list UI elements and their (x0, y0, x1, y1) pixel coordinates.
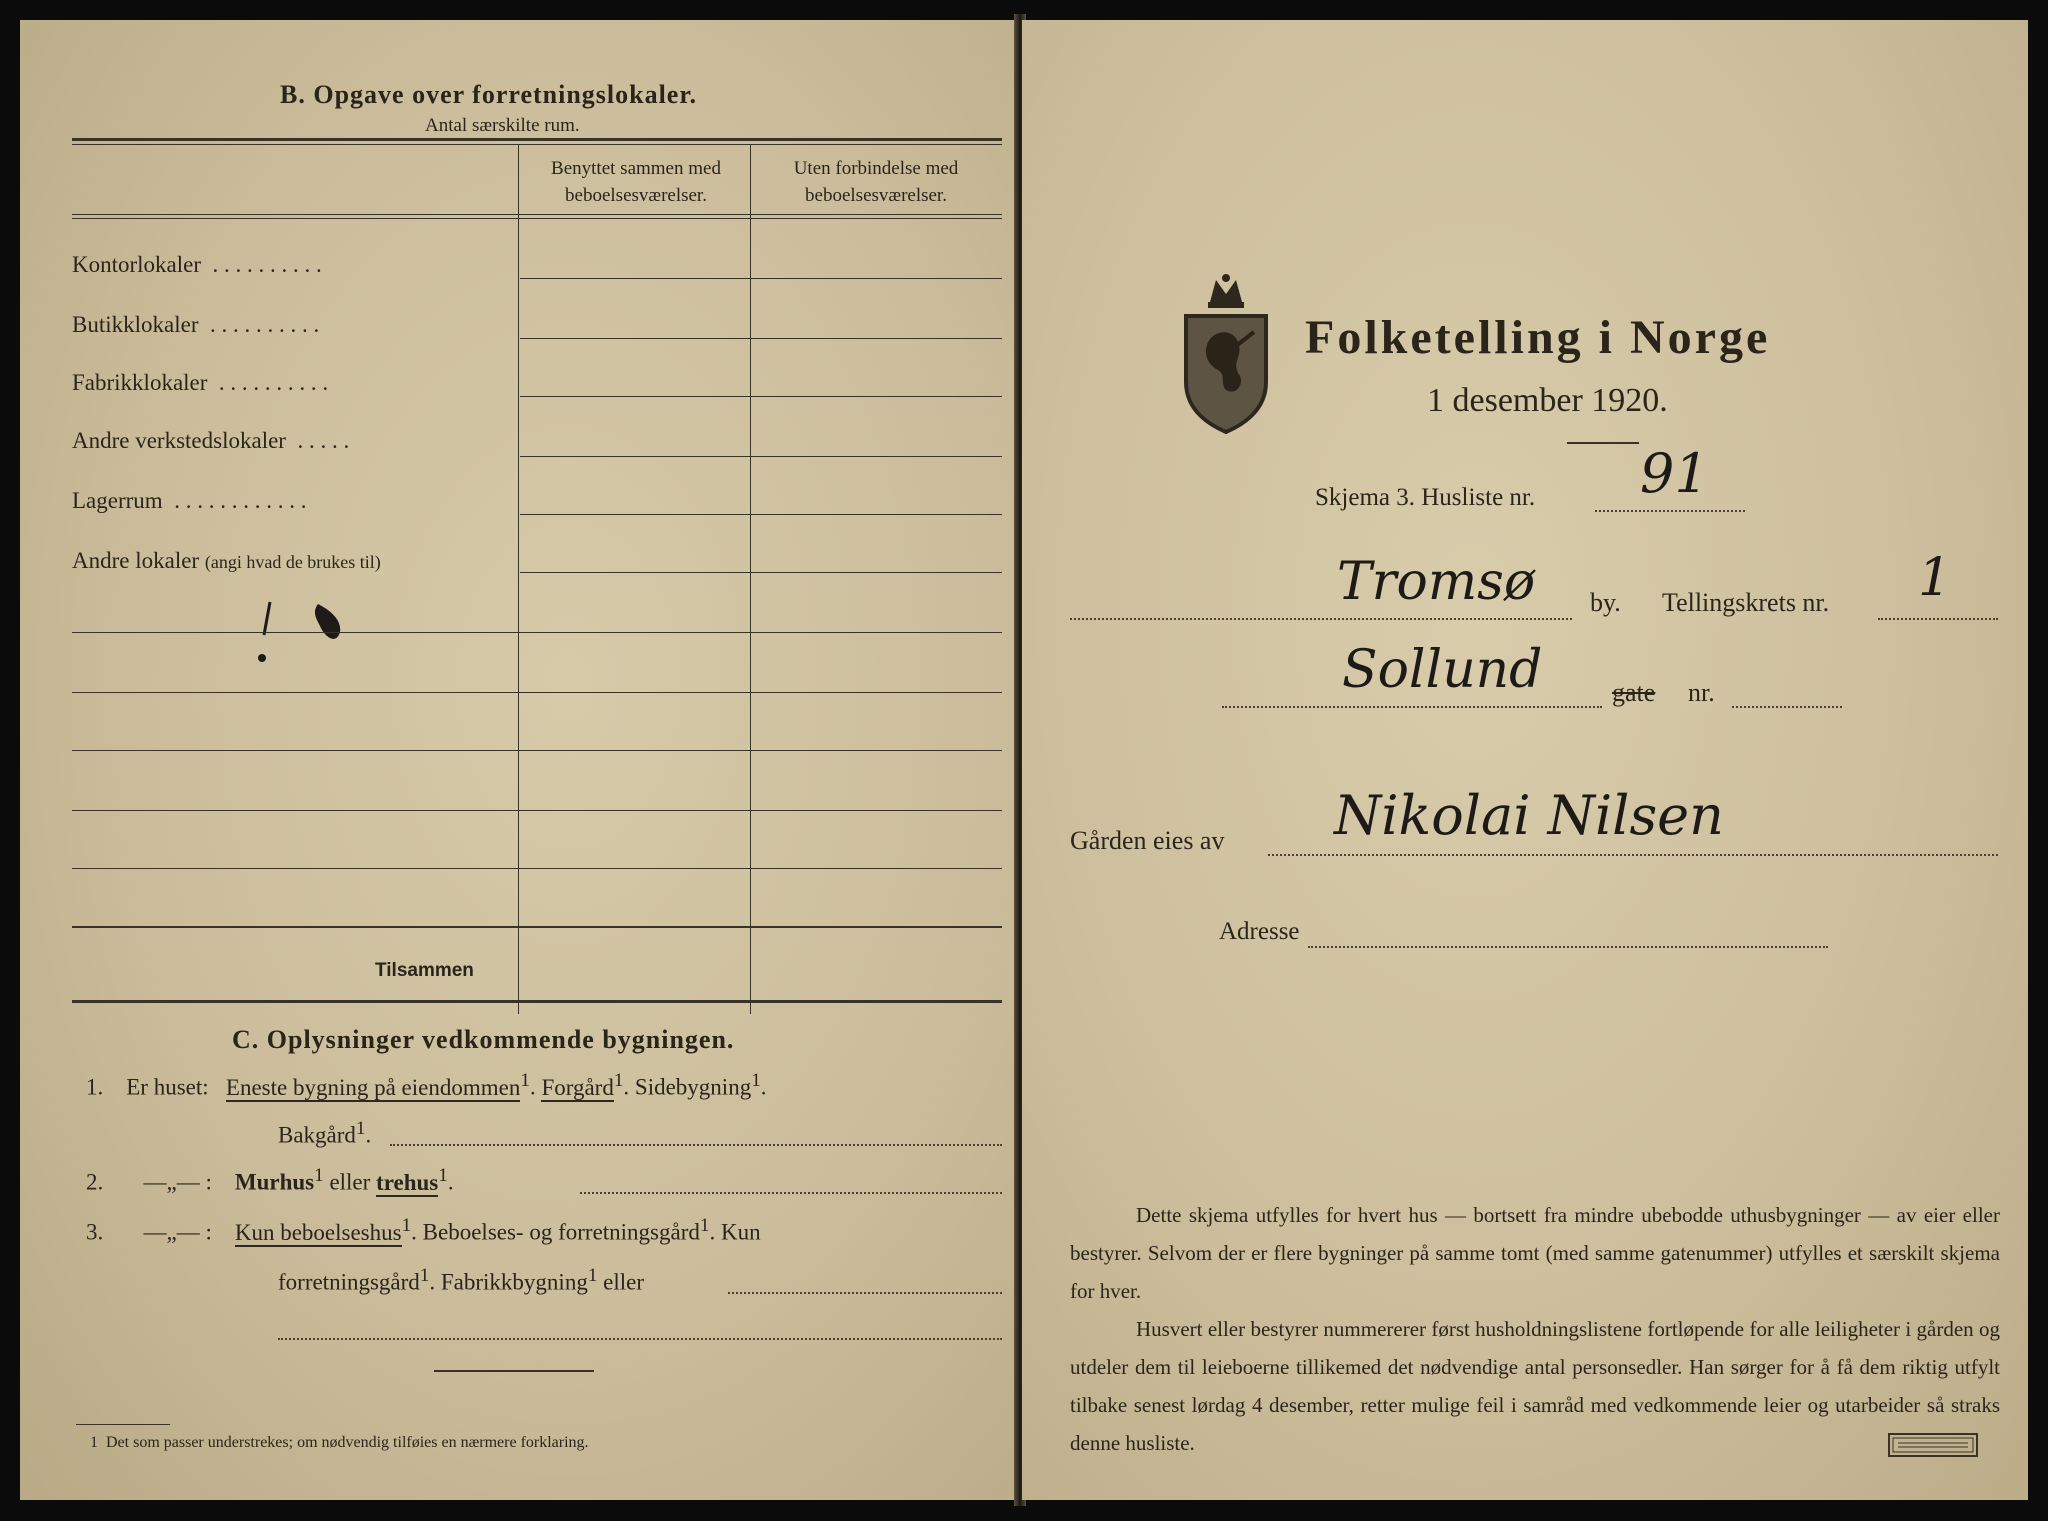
q3-number: 3. (86, 1219, 104, 1245)
table-total-rule (72, 926, 1002, 928)
owner-handwritten: Nikolai Nilsen (1334, 784, 1724, 847)
city-line (1070, 618, 1572, 620)
printer-stamp-icon (1888, 1433, 1978, 1457)
row-dots: . . . . . (297, 428, 350, 453)
row-dots: . . . . . . . . . . . . (174, 488, 307, 513)
table-col-divider-1 (518, 144, 519, 1014)
cell-rule (520, 396, 1002, 397)
q3-label: —„— : (143, 1219, 212, 1245)
row-dots: . . . . . . . . . . (209, 312, 320, 337)
city-handwritten: Tromsø (1337, 552, 1536, 612)
row-dots: . . . . . . . . . . (218, 370, 329, 395)
city-label: by. (1590, 588, 1621, 617)
q2-option-murhus: Murhus (234, 1169, 315, 1195)
street-nr-line (1732, 706, 1842, 708)
row-label: Kontorlokaler (72, 252, 202, 277)
footnote (90, 1434, 589, 1452)
col-header-benyttet (525, 155, 747, 209)
row-label: Lagerrum (72, 488, 163, 513)
table-bottom-rule (72, 1000, 1002, 1003)
footnote-ref: 1 (419, 1265, 430, 1286)
cell-rule (520, 514, 1002, 515)
cell-rule (520, 278, 1002, 279)
q3-option-beboelses-forretning: Beboelses- og forretningsgård (422, 1219, 700, 1245)
row-dots: . . . . . . . . . . (212, 252, 322, 277)
footnote-ref: 1 (401, 1215, 412, 1236)
q2-label: —„— : (143, 1169, 212, 1195)
footnote-ref: 1 (751, 1070, 761, 1091)
q1-option-sidebygning: Sidebygning (634, 1074, 752, 1100)
footnote-ref: 1 (520, 1070, 530, 1091)
question-2: 2. —„— : Murhus$^1$ eller trehus$^1$. (86, 1165, 454, 1195)
date-underline (1567, 442, 1639, 444)
row-total-label: Tilsammen (375, 960, 474, 981)
cell-rule (520, 572, 1002, 573)
row-fabrikklokaler-label (72, 370, 328, 396)
row-note: (angi hvad de brukes til) (204, 552, 381, 572)
table-col-divider-2 (750, 144, 751, 1014)
row-andre-lokaler-label (72, 548, 381, 574)
q3-option-kun-beboelseshus: Kun beboelseshus (234, 1219, 402, 1245)
husliste-line (1595, 510, 1745, 512)
krets-line (1878, 618, 1998, 620)
form-title: Folketelling i Norge (1305, 311, 1771, 364)
norwegian-lion-coat-of-arms-icon (1180, 272, 1272, 434)
q3-answer-line-2 (278, 1338, 1002, 1340)
cell-rule (520, 456, 1002, 457)
col2-line1: Uten forbindelse med (793, 158, 959, 179)
krets-number: 1 (1918, 548, 1952, 608)
footnote-rule (76, 1424, 170, 1425)
q3-option-kun: Kun (720, 1219, 761, 1245)
cell-rule (520, 338, 1002, 339)
q3-answer-line (728, 1292, 1002, 1294)
address-line (1308, 946, 1828, 948)
cell-rule (72, 692, 1002, 693)
footnote-ref: 1 (314, 1165, 324, 1186)
q2-eller: eller (329, 1169, 371, 1195)
table-top-rule-thin (72, 144, 1002, 145)
cell-rule (72, 810, 1002, 811)
cell-rule (72, 750, 1002, 751)
question-3: 3. —„— : Kun beboelseshus$^1$. Beboelses- og forretningsgård$^1$. Kun (86, 1215, 761, 1245)
street-line (1222, 706, 1602, 708)
owner-line (1268, 854, 1998, 856)
col1-line2: beboelsesværelser. (565, 185, 707, 206)
street-gate-struck: gate (1612, 678, 1656, 707)
row-andre-verkstedslokaler-label (72, 428, 349, 454)
row-label: Butikklokaler (72, 312, 199, 337)
table-header-rule (72, 214, 1002, 215)
left-page (20, 20, 1018, 1500)
skjema-label: Skjema 3. Husliste nr. (1315, 484, 1536, 511)
row-lagerrum-label (72, 488, 306, 514)
q2-number: 2. (86, 1169, 104, 1195)
col-header-uten (756, 155, 996, 209)
instructions-paragraph-2: Husvert eller bestyrer nummererer først husholdningslistene fortløpende for alle leiligheter i gården og utdeler dem til leieboerne tillikemed det nødvendige antal personsedler. Han sørger for å få dem riktig utfylt tilbake senest lørdag 4 desember, retter mulige feil i samråd med vedkommende leier og utarbeider så straks denne husliste. (1070, 1317, 2000, 1455)
q2-answer-line (580, 1192, 1002, 1194)
question-1-cont: Bakgård$^1$. (278, 1118, 372, 1148)
section-b-title: B. Opgave over forretningslokaler. (280, 80, 698, 109)
q1-option-forgard: Forgård (541, 1074, 614, 1100)
right-page (1022, 20, 2028, 1500)
q1-label: Er huset: (126, 1074, 209, 1100)
q3-option-forretningsgard: forretningsgård (278, 1269, 420, 1295)
section-c-title: C. Oplysninger vedkommende bygningen. (232, 1025, 735, 1054)
footnote-ref: 1 (587, 1265, 598, 1286)
q1-option-eneste: Eneste bygning på eiendommen (225, 1074, 521, 1100)
q1-number: 1. (86, 1074, 104, 1100)
footnote-ref: 1 (613, 1070, 624, 1091)
ink-blot-mark (250, 590, 370, 670)
section-b-subtitle: Antal særskilte rum. (425, 115, 580, 136)
husliste-number: 91 (1640, 442, 1709, 505)
table-header-rule-2 (72, 218, 1002, 219)
q1-option-bakgard: Bakgård (278, 1122, 356, 1148)
address-label: Adresse (1219, 918, 1300, 945)
footnote-text: Det som passer understrekes; om nødvendig tilføies en nærmere forklaring. (106, 1434, 589, 1451)
footnote-ref: 1 (699, 1215, 710, 1236)
footnote-mark: 1 (90, 1434, 98, 1451)
row-butikklokaler-label (72, 312, 319, 338)
row-label: Andre verkstedslokaler (72, 428, 286, 453)
krets-label: Tellingskrets nr. (1662, 588, 1830, 617)
footnote-ref: 1 (355, 1118, 366, 1139)
row-kontorlokaler-label (72, 252, 322, 278)
q3-option-fabrikkbygning: Fabrikkbygning (440, 1269, 588, 1295)
q3-eller: eller (603, 1269, 645, 1295)
section-end-rule (434, 1370, 594, 1372)
question-3-cont: forretningsgård$^1$. Fabrikkbygning$^1$ eller (278, 1265, 645, 1295)
street-handwritten: Sollund (1342, 640, 1543, 700)
cell-rule (72, 632, 1002, 633)
form-date: 1 desember 1920. (1427, 382, 1668, 419)
col1-line1: Benyttet sammen med (551, 158, 721, 179)
row-label: Fabrikklokaler (72, 370, 208, 395)
table-top-rule (72, 138, 1002, 141)
instructions-paragraph-1: Dette skjema utfylles for hvert hus — bortsett fra mindre ubebodde uthusbygninger — av eier eller bestyrer. Selvom der er flere bygninger på samme tomt (med samme gatenummer) utfylles et særskilt skjema for hver. (1070, 1203, 2000, 1303)
footnote-ref: 1 (438, 1165, 448, 1186)
street-nr-label: nr. (1688, 678, 1715, 707)
cell-rule (72, 868, 1002, 869)
q2-option-trehus: trehus (376, 1169, 439, 1195)
question-1: 1. Er huset: Eneste bygning på eiendommen$^1$. Forgård$^1$. Sidebygning$^1$. (86, 1070, 767, 1100)
owner-label: Gården eies av (1070, 826, 1225, 855)
q1-answer-line (390, 1144, 1002, 1146)
row-label: Andre lokaler (72, 548, 200, 573)
col2-line2: beboelsesværelser. (805, 185, 947, 206)
